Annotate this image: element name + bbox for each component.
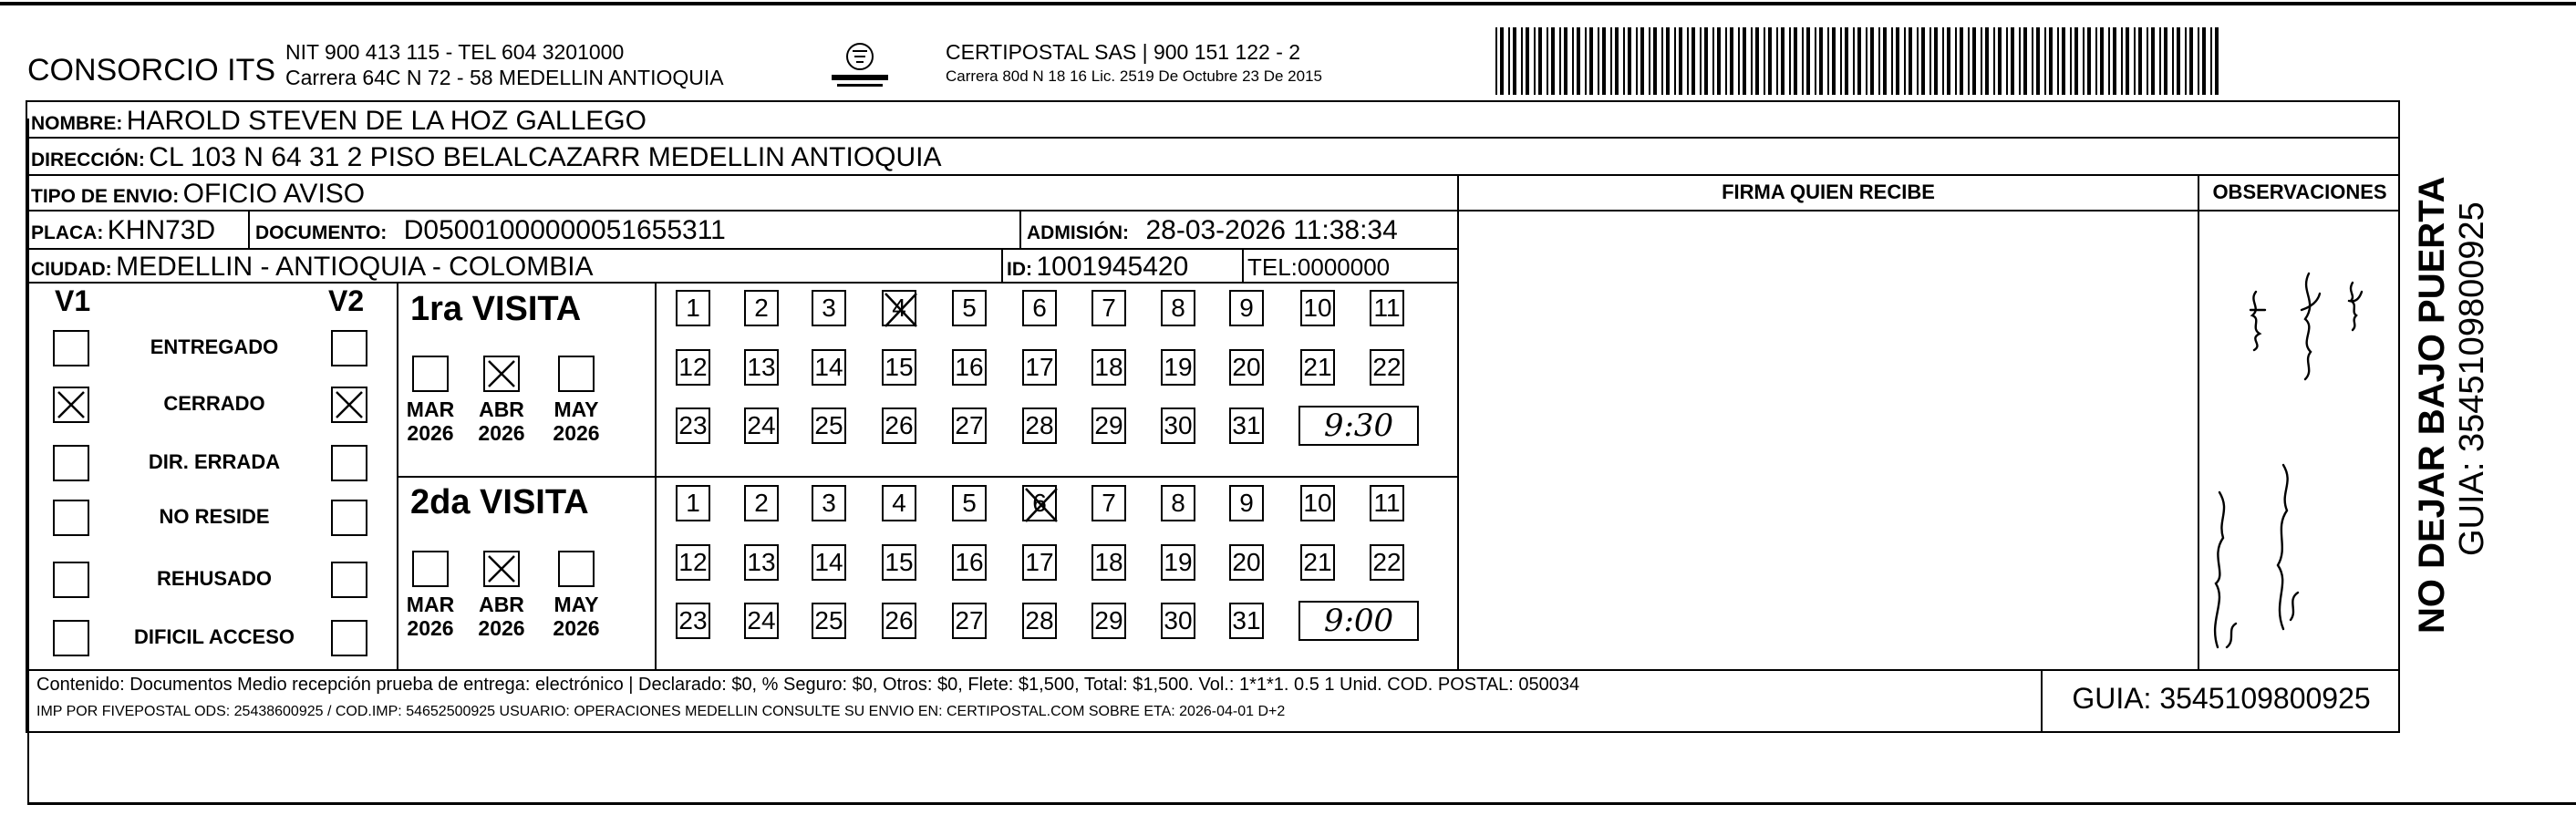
visit1-month-mar-checkbox[interactable]	[412, 356, 449, 392]
visit1-day-number: 22	[1372, 353, 1402, 381]
status-label-no-reside: NO RESIDE	[159, 505, 270, 528]
documento-cell	[255, 215, 726, 246]
visit1-day-box[interactable]	[952, 408, 987, 444]
tel-cell	[1247, 253, 1390, 282]
v2-label: V2	[328, 284, 365, 317]
visit2-day-number: 18	[1094, 548, 1123, 576]
nombre-value: HAROLD STEVEN DE LA HOZ GALLEGO	[126, 106, 647, 136]
visit2-day-number: 21	[1303, 548, 1332, 576]
certipostal-line-1: CERTIPOSTAL SAS | 900 151 122 - 2	[946, 40, 1301, 64]
visit1-day-number: 25	[814, 411, 843, 439]
visit2-day-box[interactable]	[1091, 544, 1126, 581]
direccion-label: DIRECCIÓN:	[31, 150, 145, 170]
visit2-day-number: 6	[1032, 489, 1047, 517]
visit2-day-number: 23	[678, 606, 708, 634]
handwritten-observations	[2199, 219, 2400, 665]
v2-checkbox-rehusado[interactable]	[331, 562, 367, 598]
visit1-day-box[interactable]	[882, 349, 916, 386]
visit1-day-number: 18	[1094, 353, 1123, 381]
visit2-day-box[interactable]	[1229, 544, 1264, 581]
visit2-day-box[interactable]	[1300, 485, 1335, 521]
certipostal-logo	[828, 40, 892, 95]
status-label-dificil-acceso: DIFICIL ACCESO	[133, 625, 295, 648]
visit1-day-number: 29	[1094, 411, 1123, 439]
tipo-value: OFICIO AVISO	[182, 179, 366, 209]
v2-checkbox-entregado[interactable]	[331, 330, 367, 366]
visit2-day-number: 14	[814, 548, 843, 576]
visit1-hour-field[interactable]: 9:30	[1298, 406, 1419, 446]
visit1-day-box[interactable]	[676, 349, 710, 386]
tipo-label: TIPO DE ENVIO:	[31, 186, 180, 207]
visit1-day-box[interactable]	[744, 349, 779, 386]
visit1-day-number: 9	[1239, 294, 1254, 322]
visit1-day-number: 31	[1232, 411, 1261, 439]
visit1-day-number: 7	[1102, 294, 1116, 322]
barcode	[1495, 27, 2225, 95]
visit1-day-box[interactable]	[1229, 290, 1264, 326]
direccion-row	[31, 142, 942, 173]
visit2-month-year: 2026	[407, 616, 454, 640]
visit1-month-year: 2026	[553, 421, 600, 445]
visit1-day-number: 23	[678, 411, 708, 439]
id-label: ID:	[1007, 259, 1032, 280]
visit2-day-number: 16	[955, 548, 984, 576]
bottom-edge-line	[27, 802, 2576, 805]
visit2-month-name: MAR	[406, 593, 455, 616]
visit2-day-number: 9	[1239, 489, 1254, 517]
visit1-day-box[interactable]	[952, 290, 987, 326]
visit1-month-label	[398, 397, 462, 445]
visit1-day-number: 11	[1373, 294, 1401, 322]
ciudad-value: MEDELLIN - ANTIOQUIA - COLOMBIA	[116, 252, 594, 282]
visit2-day-box[interactable]	[676, 603, 710, 639]
visit1-day-number: 2	[754, 294, 769, 322]
visit1-day-number: 30	[1164, 411, 1193, 439]
documento-label: DOCUMENTO:	[255, 222, 388, 243]
visit2-day-number: 15	[885, 548, 914, 576]
visit2-day-box[interactable]	[1229, 485, 1264, 521]
visit1-day-box[interactable]	[1370, 349, 1404, 386]
visit1-day-box[interactable]	[812, 349, 846, 386]
visit2-day-box[interactable]	[952, 603, 987, 639]
visit2-day-number: 28	[1025, 606, 1054, 634]
visit1-day-number: 28	[1025, 411, 1054, 439]
v1-label: V1	[55, 284, 91, 317]
visit2-day-box[interactable]	[812, 603, 846, 639]
id-divider	[1001, 248, 1003, 282]
certipostal-line-2: Carrera 80d N 18 16 Lic. 2519 De Octubre 23 De 2015	[946, 67, 1322, 85]
visit1-day-box[interactable]	[1091, 349, 1126, 386]
placa-cell	[31, 215, 215, 246]
row-line-3	[26, 210, 2400, 211]
visit1-day-box[interactable]	[812, 408, 846, 444]
nit-line: NIT 900 413 115 - TEL 604 3201000	[285, 40, 625, 64]
company-name: CONSORCIO ITS	[27, 53, 276, 88]
visit2-day-number: 5	[962, 489, 977, 517]
footer-top-line	[26, 669, 2400, 671]
placa-label: PLACA:	[31, 222, 104, 243]
status-label-entregado: ENTREGADO	[150, 335, 279, 358]
visit1-day-number: 24	[747, 411, 776, 439]
address-line: Carrera 64C N 72 - 58 MEDELLIN ANTIOQUIA	[285, 66, 724, 89]
visit1-day-number: 27	[955, 411, 984, 439]
visit1-day-box[interactable]	[1161, 349, 1195, 386]
visit1-day-number: 5	[962, 294, 977, 322]
visit1-day-box[interactable]	[1022, 290, 1057, 326]
visit1-month-name: ABR	[479, 397, 524, 421]
visit2-day-number: 19	[1164, 548, 1193, 576]
visit1-month-name: MAR	[406, 397, 455, 421]
visit2-day-box[interactable]	[882, 603, 916, 639]
ciudad-cell	[31, 252, 594, 283]
visit1-day-box[interactable]	[882, 290, 916, 326]
v1-checkbox-dir-errada[interactable]	[53, 445, 89, 481]
visit1-day-number: 13	[747, 353, 776, 381]
visit2-day-number: 29	[1094, 606, 1123, 634]
visit2-day-box[interactable]	[744, 544, 779, 581]
visit1-day-number: 17	[1025, 353, 1054, 381]
visit1-day-box[interactable]	[1300, 349, 1335, 386]
id-cell	[1007, 252, 1188, 283]
visit2-day-box[interactable]	[1022, 485, 1057, 521]
side-warning: NO DEJAR BAJO PUERTA	[2412, 176, 2452, 634]
visit1-day-number: 20	[1232, 353, 1261, 381]
ciudad-label: CIUDAD:	[31, 259, 112, 280]
visit1-day-number: 3	[822, 294, 836, 322]
row-line-1	[26, 137, 2400, 139]
visit2-day-number: 26	[885, 606, 914, 634]
side-guia: GUIA: 3545109800925	[2453, 201, 2491, 556]
tel-divider	[1242, 248, 1244, 282]
visit1-day-number: 4	[892, 294, 906, 322]
visit2-day-number: 11	[1373, 489, 1401, 517]
visit1-day-box[interactable]	[1091, 290, 1126, 326]
visit1-day-number: 10	[1303, 294, 1332, 322]
v2-checkbox-dificil-acceso[interactable]	[331, 620, 367, 656]
top-edge-line	[0, 2, 2576, 5]
v1-checkbox-cerrado[interactable]	[53, 387, 89, 423]
visit2-day-box[interactable]	[812, 544, 846, 581]
visit2-day-number: 4	[892, 489, 906, 517]
documento-value: D05001000000051655311	[403, 215, 726, 245]
footer-guia-divider	[2041, 669, 2043, 733]
v1-checkbox-rehusado[interactable]	[53, 562, 89, 598]
visit1-day-box[interactable]	[952, 349, 987, 386]
nombre-row	[31, 106, 647, 137]
visit2-day-number: 7	[1102, 489, 1116, 517]
placa-value: KHN73D	[107, 215, 216, 245]
visit1-day-box[interactable]	[1161, 290, 1195, 326]
visit2-month-mar-checkbox[interactable]	[412, 551, 449, 587]
visit2-day-number: 27	[955, 606, 984, 634]
visit2-day-number: 17	[1025, 548, 1054, 576]
status-label-rehusado: REHUSADO	[157, 567, 272, 590]
visit2-day-box[interactable]	[1300, 544, 1335, 581]
visit2-day-box[interactable]	[1161, 603, 1195, 639]
visit2-day-number: 24	[747, 606, 776, 634]
visit1-month-year: 2026	[407, 421, 454, 445]
visit1-title: 1ra VISITA	[410, 290, 582, 328]
visit1-day-box[interactable]	[812, 290, 846, 326]
obs-header-underline	[2198, 210, 2400, 211]
v2-checkbox-no-reside[interactable]	[331, 500, 367, 536]
visit1-day-box[interactable]	[744, 290, 779, 326]
visit1-day-number: 14	[814, 353, 843, 381]
visit1-day-box[interactable]	[744, 408, 779, 444]
visit2-day-number: 12	[678, 548, 708, 576]
visit1-day-box[interactable]	[1022, 408, 1057, 444]
visit1-day-number: 15	[885, 353, 914, 381]
row-line-2	[26, 174, 2400, 176]
visit2-month-abr-checkbox[interactable]	[483, 551, 520, 587]
visit2-day-number: 8	[1171, 489, 1185, 517]
visit2-month-year: 2026	[553, 616, 600, 640]
placa-divider	[248, 210, 250, 248]
firma-header: FIRMA QUIEN RECIBE	[1722, 181, 1935, 203]
visit2-day-number: 22	[1372, 548, 1402, 576]
visit2-day-number: 10	[1303, 489, 1332, 517]
status-label-cerrado: CERRADO	[163, 392, 265, 415]
visit2-day-number: 20	[1232, 548, 1261, 576]
visit2-month-may-checkbox[interactable]	[558, 551, 595, 587]
visit2-title: 2da VISITA	[410, 483, 589, 521]
visit2-day-number: 25	[814, 606, 843, 634]
admision-divider	[1019, 210, 1021, 248]
nombre-label: NOMBRE:	[31, 113, 123, 134]
visit2-day-box[interactable]	[952, 544, 987, 581]
status-label-dir-errada: DIR. ERRADA	[148, 450, 281, 473]
visit1-day-number: 1	[686, 294, 700, 322]
visit1-day-number: 12	[678, 353, 708, 381]
visit1-month-label	[544, 397, 608, 445]
visit2-day-box[interactable]	[1161, 544, 1195, 581]
visit2-day-box[interactable]	[1370, 544, 1404, 581]
visit2-hour-field[interactable]: 9:00	[1298, 601, 1419, 641]
visit1-day-box[interactable]	[1370, 290, 1404, 326]
visit2-day-number: 13	[747, 548, 776, 576]
visit2-day-number: 2	[754, 489, 769, 517]
visit2-day-number: 3	[822, 489, 836, 517]
visit2-day-box[interactable]	[1091, 485, 1126, 521]
footer-imp: IMP POR FIVEPOSTAL ODS: 25438600925 / COD.IMP: 54652500925 USUARIO: OPERACIONES MEDELLIN CONSULTE SU ENVIO EN: CERTIPOSTAL.COM SOBRE ETA: 2026-04-01 D+2	[36, 704, 1286, 719]
admision-value: 28-03-2026 11:38:34	[1145, 215, 1398, 245]
tel-value: 0000000	[1297, 253, 1391, 281]
visit2-day-box[interactable]	[1022, 544, 1057, 581]
visit1-day-number: 19	[1164, 353, 1193, 381]
visit1-month-name: MAY	[553, 397, 599, 421]
visit1-day-number: 21	[1303, 353, 1332, 381]
visit2-day-number: 31	[1232, 606, 1261, 634]
visit2-day-box[interactable]	[1229, 603, 1264, 639]
v2-checkbox-dir-errada[interactable]	[331, 445, 367, 481]
visit-divider	[397, 476, 1457, 478]
visit1-month-year: 2026	[478, 421, 525, 445]
tel-label: TEL:	[1247, 253, 1298, 281]
visit2-month-label	[470, 593, 533, 640]
visit2-day-number: 30	[1164, 606, 1193, 634]
visit1-day-number: 26	[885, 411, 914, 439]
visit2-month-label	[544, 593, 608, 640]
visit2-day-box[interactable]	[882, 544, 916, 581]
visit1-day-number: 6	[1032, 294, 1047, 322]
visit1-day-box[interactable]	[1300, 290, 1335, 326]
visit2-month-label	[398, 593, 462, 640]
visit2-day-number: 1	[686, 489, 700, 517]
visit1-day-box[interactable]	[1091, 408, 1126, 444]
visit2-day-box[interactable]	[744, 603, 779, 639]
visit1-day-box[interactable]	[1229, 349, 1264, 386]
direccion-value: CL 103 N 64 31 2 PISO BELALCAZARR MEDELLIN ANTIOQUIA	[149, 142, 942, 172]
visit2-day-box[interactable]	[1161, 485, 1195, 521]
visit2-day-box[interactable]	[1022, 603, 1057, 639]
visit2-day-box[interactable]	[744, 485, 779, 521]
visit2-day-box[interactable]	[1091, 603, 1126, 639]
visit1-month-abr-checkbox[interactable]	[483, 356, 520, 392]
visit2-day-box[interactable]	[676, 485, 710, 521]
visit2-day-box[interactable]	[1370, 485, 1404, 521]
visit1-day-box[interactable]	[1022, 349, 1057, 386]
v1-checkbox-dificil-acceso[interactable]	[53, 620, 89, 656]
admision-cell	[1027, 215, 1398, 246]
visit1-day-box[interactable]	[676, 408, 710, 444]
visit2-month-name: ABR	[479, 593, 524, 616]
admision-label: ADMISIÓN:	[1027, 222, 1129, 243]
v1-checkbox-entregado[interactable]	[53, 330, 89, 366]
visit2-day-box[interactable]	[676, 544, 710, 581]
tipo-row	[31, 179, 365, 210]
visit1-day-box[interactable]	[882, 408, 916, 444]
visit1-day-number: 16	[955, 353, 984, 381]
visit2-day-box[interactable]	[882, 485, 916, 521]
footer-guia: GUIA: 3545109800925	[2072, 682, 2371, 715]
observaciones-header: OBSERVACIONES	[2212, 181, 2387, 203]
visit1-month-label	[470, 397, 533, 445]
visit1-month-may-checkbox[interactable]	[558, 356, 595, 392]
v1-checkbox-no-reside[interactable]	[53, 500, 89, 536]
visit1-day-box[interactable]	[1229, 408, 1264, 444]
v2-checkbox-cerrado[interactable]	[331, 387, 367, 423]
visit2-day-box[interactable]	[812, 485, 846, 521]
visit2-month-name: MAY	[553, 593, 599, 616]
visit2-day-box[interactable]	[952, 485, 987, 521]
id-value: 1001945420	[1036, 252, 1189, 282]
visit2-month-year: 2026	[478, 616, 525, 640]
col-firma-left	[1457, 174, 1459, 669]
visit1-day-number: 8	[1171, 294, 1185, 322]
footer-contenido: Contenido: Documentos Medio recepción prueba de entrega: electrónico | Declarado: $0, % Seguro: $0, Otros: $0, Flete: $1,500, Total: $1,500. Vol.: 1*1*1. 0.5 1 Unid. COD. POSTAL: 050034	[36, 675, 1580, 695]
visit1-day-box[interactable]	[1161, 408, 1195, 444]
visit1-day-box[interactable]	[676, 290, 710, 326]
